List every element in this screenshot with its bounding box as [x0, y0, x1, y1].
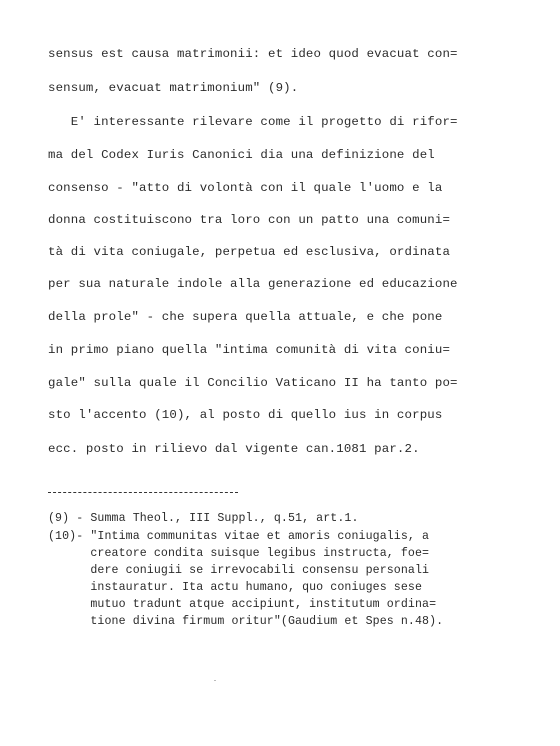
body-line-12: sto l'accento (10), al posto di quello ius in corpus [48, 408, 443, 422]
footnote-10-line-2: creatore condita suisque legibus instructa, foe= [48, 547, 430, 560]
body-line-6: donna costituiscono tra loro con un patto una comuni= [48, 213, 451, 227]
footnote-10-line-5: mutuo tradunt atque accipiunt, institutum ordina= [48, 598, 437, 611]
body-line-3: E' interessante rilevare come il progetto di rifor= [48, 115, 458, 129]
footnote-separator [48, 492, 238, 493]
footnote-10-line-4: instauratur. Ita actu humano, quo coniuges sese [48, 581, 423, 594]
body-line-5: consenso - "atto di volontà con il quale l'uomo e la [48, 181, 443, 195]
paper-speck [214, 680, 216, 681]
body-line-1: sensus est causa matrimonii: et ideo quod evacuat con= [48, 47, 458, 61]
footnote-9: (9) - Summa Theol., III Suppl., q.51, art.1. [48, 512, 359, 525]
body-line-2: sensum, evacuat matrimonium" (9). [48, 81, 299, 95]
body-line-11: gale" sulla quale il Concilio Vaticano II ha tanto po= [48, 376, 458, 390]
footnote-10-line-1: (10)- "Intima communitas vitae et amoris coniugalis, a [48, 530, 430, 543]
body-line-10: in primo piano quella "intima comunità di vita coniu= [48, 343, 451, 357]
body-line-4: ma del Codex Iuris Canonici dia una definizione del [48, 148, 435, 162]
body-line-7: tà di vita coniugale, perpetua ed esclusiva, ordinata [48, 245, 451, 259]
footnote-10-line-6: tione divina firmum oritur"(Gaudium et Spes n.48). [48, 615, 444, 628]
body-line-9: della prole" - che supera quella attuale, e che pone [48, 310, 443, 324]
footnote-10-line-3: dere coniugii se irrevocabili consensu personali [48, 564, 430, 577]
body-line-8: per sua naturale indole alla generazione ed educazione [48, 277, 458, 291]
body-line-13: ecc. posto in rilievo dal vigente can.1081 par.2. [48, 442, 420, 456]
